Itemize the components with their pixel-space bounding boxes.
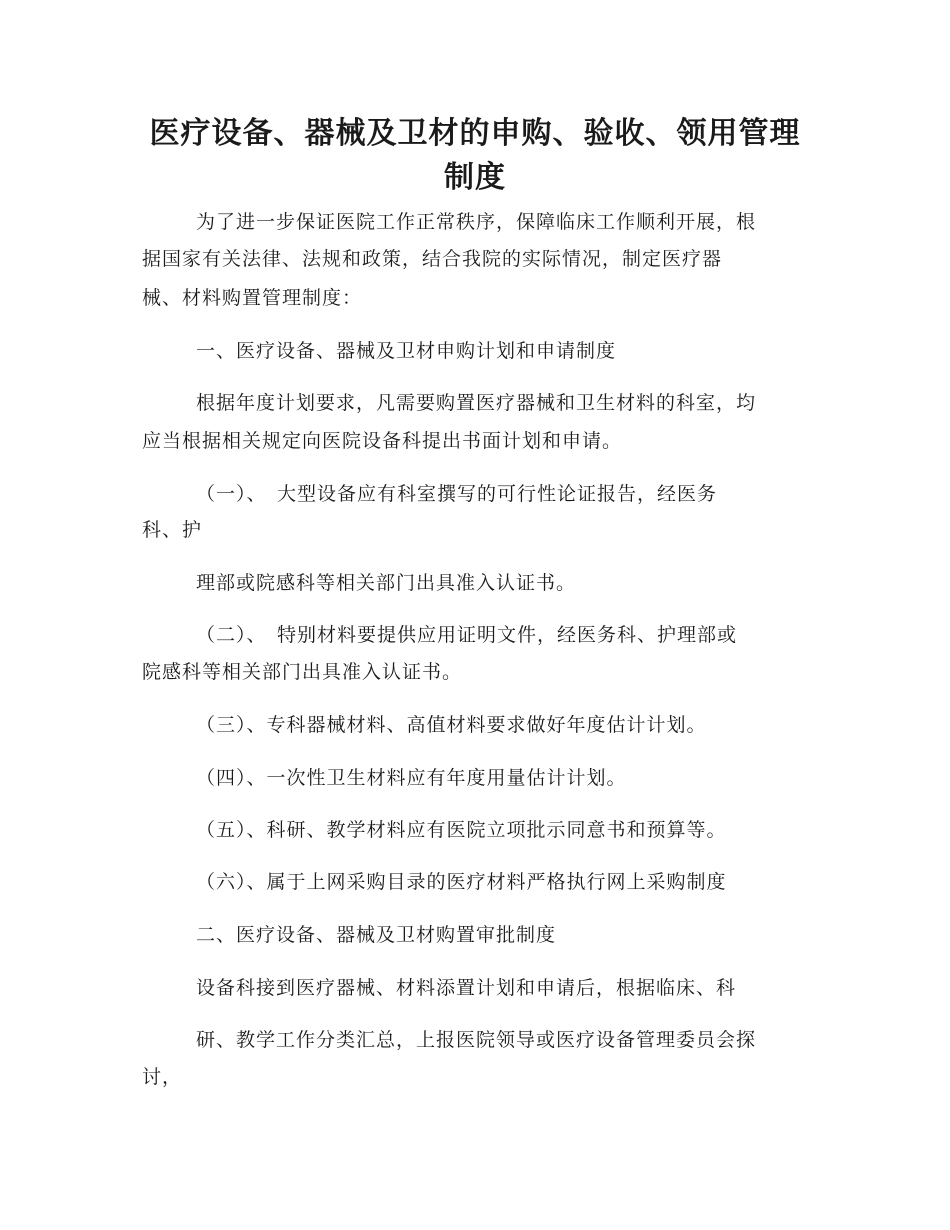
body-line: 理部或院感科等相关部门出具准入认证书。 [196,572,577,594]
title-line-2: 制度 [444,160,506,195]
body-line: 械、材料购置管理制度： [142,287,363,309]
body-line: 应当根据相关规定向医院设备科提出书面计划和申请。 [142,430,623,452]
section-heading: 二、医疗设备、器械及卫材购置审批制度 [196,924,557,946]
body-line: （一）、 大型设备应有科室撰写的可行性论证报告，经医务 [196,483,718,505]
body-line: 研、教学工作分类汇总，上报医院领导或医疗设备管理委员会探 [196,1029,757,1051]
body-line: 据国家有关法律、法规和政策，结合我院的实际情况，制定医疗器 [142,248,723,270]
section-heading: 一、医疗设备、器械及卫材申购计划和申请制度 [196,340,617,362]
document-title [140,112,810,200]
body-line: 设备科接到医疗器械、材料添置计划和申请后，根据临床、科 [196,977,737,999]
list-item: （五）、科研、教学材料应有医院立项批示同意书和预算等。 [196,819,727,841]
list-item: （六）、属于上网采购目录的医疗材料严格执行网上采购制度 [196,871,727,893]
body-line: 根据年度计划要求，凡需要购置医疗器械和卫生材料的科室，均 [196,392,757,414]
body-line: 为了进一步保证医院工作正常秩序，保障临床工作顺利开展，根 [196,211,757,233]
body-line: 讨， [142,1066,183,1088]
body-line: 科、护 [142,519,203,541]
title-line-1: 医疗设备、器械及卫材的申购、验收、领用管理 [149,116,801,151]
body-line: 院感科等相关部门出具准入认证书。 [142,661,463,683]
body-line: （二）、 特别材料要提供应用证明文件，经医务科、护理部或 [196,624,738,646]
list-item: （四）、一次性卫生材料应有年度用量估计计划。 [196,767,627,789]
list-item: （三）、专科器械材料、高值材料要求做好年度估计计划。 [196,714,707,736]
